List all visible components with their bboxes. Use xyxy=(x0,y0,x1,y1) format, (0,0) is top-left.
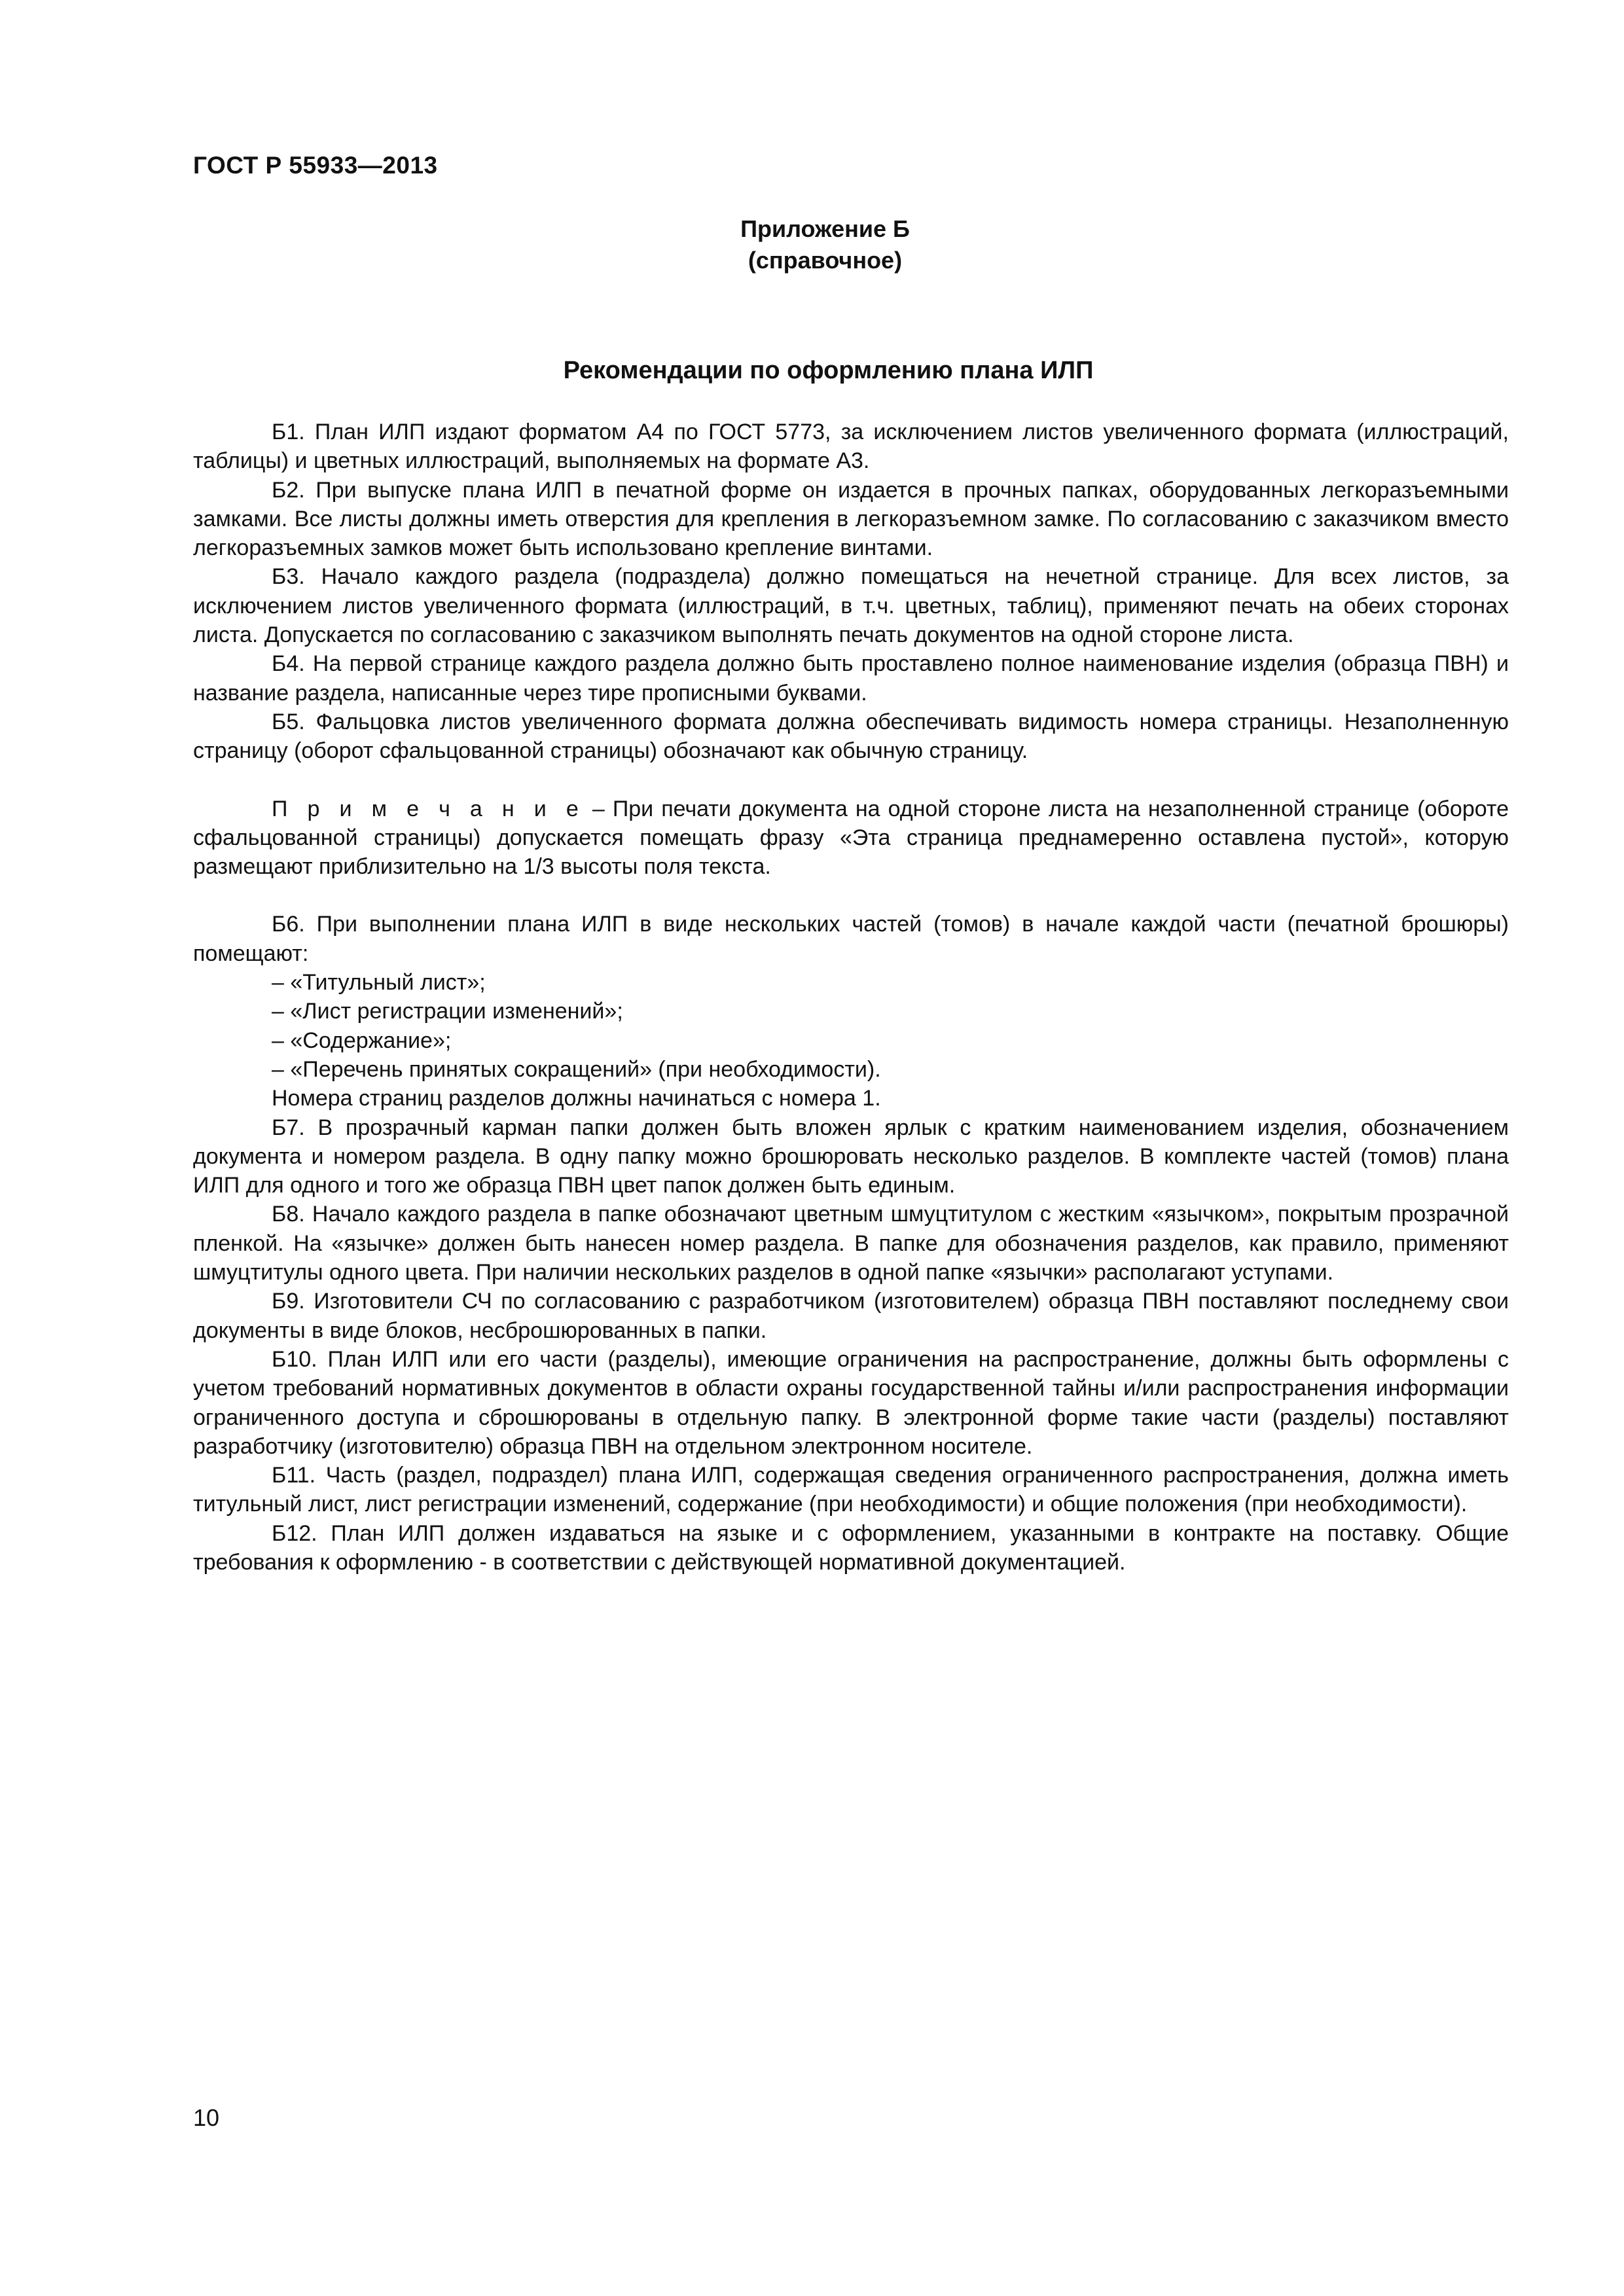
paragraph-b2: Б2. При выпуске плана ИЛП в печатной форме он издается в прочных папках, оборудованных легкоразъемными замками. Все листы должны иметь отверстия для крепления в легкоразъемном замке. По согласованию с заказчиком вместо легкоразъемных замков может быть использовано крепление винтами. xyxy=(193,477,1509,561)
paragraph-b10: Б10. План ИЛП или его части (разделы), имеющие ограничения на распространение, должны быть оформлены с учетом требований нормативных документов в области охраны государственной тайны и/или распространения информации ограниченного доступа и сброшюрованы в отдельную папку. В электронной форме такие части (разделы) поставляют разработчику (изготовителю) образца ПВН на отдельном электронном носителе. xyxy=(193,1346,1509,1459)
list-item: – «Лист регистрации изменений»; xyxy=(272,999,623,1024)
document-code-header: ГОСТ Р 55933—2013 xyxy=(193,152,438,179)
paragraph-b11: Б11. Часть (раздел, подраздел) плана ИЛП, содержащая сведения ограниченного распространения, должна иметь титульный лист, лист регистрации изменений, содержание (при необходимости) и общие положения (при необходимости). xyxy=(193,1463,1509,1517)
list-item: – «Перечень принятых сокращений» (при необходимости). xyxy=(272,1056,881,1082)
annex-title: Приложение Б xyxy=(740,215,910,242)
page-number: 10 xyxy=(193,2104,220,2131)
paragraph-b7: Б7. В прозрачный карман папки должен быть вложен ярлык с кратким наименованием изделия, обозначением документа и номером раздела. В одну папку можно брошюровать несколько разделов. В комплекте частей (томов) плана ИЛП для одного и того же образца ПВН цвет папок должен быть единым. xyxy=(193,1115,1509,1198)
list-item: – «Содержание»; xyxy=(272,1028,452,1053)
annex-status: (справочное) xyxy=(748,247,903,274)
note-label: П р и м е ч а н и е xyxy=(272,796,585,821)
paragraph-b6: Б6. При выполнении плана ИЛП в виде нескольких частей (томов) в начале каждой части (печатной брошюры) помещают: xyxy=(193,912,1509,966)
paragraph-b8: Б8. Начало каждого раздела в папке обозначают цветным шмуцтитулом с жестким «язычком», покрытым прозрачной пленкой. На «язычке» должен быть нанесен номер раздела. В папке для обозначения разделов, как правило, применяют шмуцтитулы одного цвета. При наличии нескольких разделов в одной папке «язычки» располагают уступами. xyxy=(193,1202,1509,1285)
paragraph-b5: Б5. Фальцовка листов увеличенного формата должна обеспечивать видимость номера страницы. Незаполненную страницу (оборот сфальцованной страницы) обозначают как обычную страницу. xyxy=(193,709,1509,764)
note-text: – При печати документа на одной стороне листа на незаполненной странице (обороте сфальцованной страницы) допускается помещать фразу «Эта страница преднамеренно оставлена пустой», которую размещают приблизительно на 1/3 высоты поля текста. xyxy=(193,796,1509,880)
note-paragraph xyxy=(193,795,1509,882)
section-title: Рекомендации по оформлению плана ИЛП xyxy=(563,357,1094,384)
paragraph-b9: Б9. Изготовители СЧ по согласованию с разработчиком (изготовителем) образца ПВН поставляют последнему свои документы в виде блоков, несброшюрованных в папки. xyxy=(193,1289,1509,1343)
paragraph-b1: Б1. План ИЛП издают форматом А4 по ГОСТ 5773, за исключением листов увеличенного формата (иллюстраций, таблицы) и цветных иллюстраций, выполняемых на формате А3. xyxy=(193,420,1509,474)
list-item: – «Титульный лист»; xyxy=(272,970,486,996)
paragraph-b4: Б4. На первой странице каждого раздела должно быть проставлено полное наименование изделия (образца ПВН) и название раздела, написанные через тире прописными буквами. xyxy=(193,651,1509,706)
paragraph-b3: Б3. Начало каждого раздела (подраздела) должно помещаться на нечетной странице. Для всех листов, за исключением листов увеличенного формата (иллюстраций, в т.ч. цветных, таблиц), применяют печать на обеих сторонах листа. Допускается по согласованию с заказчиком выполнять печать документов на одной стороне листа. xyxy=(193,564,1509,648)
paragraph-b12: Б12. План ИЛП должен издаваться на языке и с оформлением, указанными в контракте на поставку. Общие требования к оформлению - в соответствии с действующей нормативной документацией. xyxy=(193,1520,1509,1575)
body-text xyxy=(193,418,1509,1577)
paragraph-b6-tail: Номера страниц разделов должны начинаться с номера 1. xyxy=(272,1086,881,1111)
